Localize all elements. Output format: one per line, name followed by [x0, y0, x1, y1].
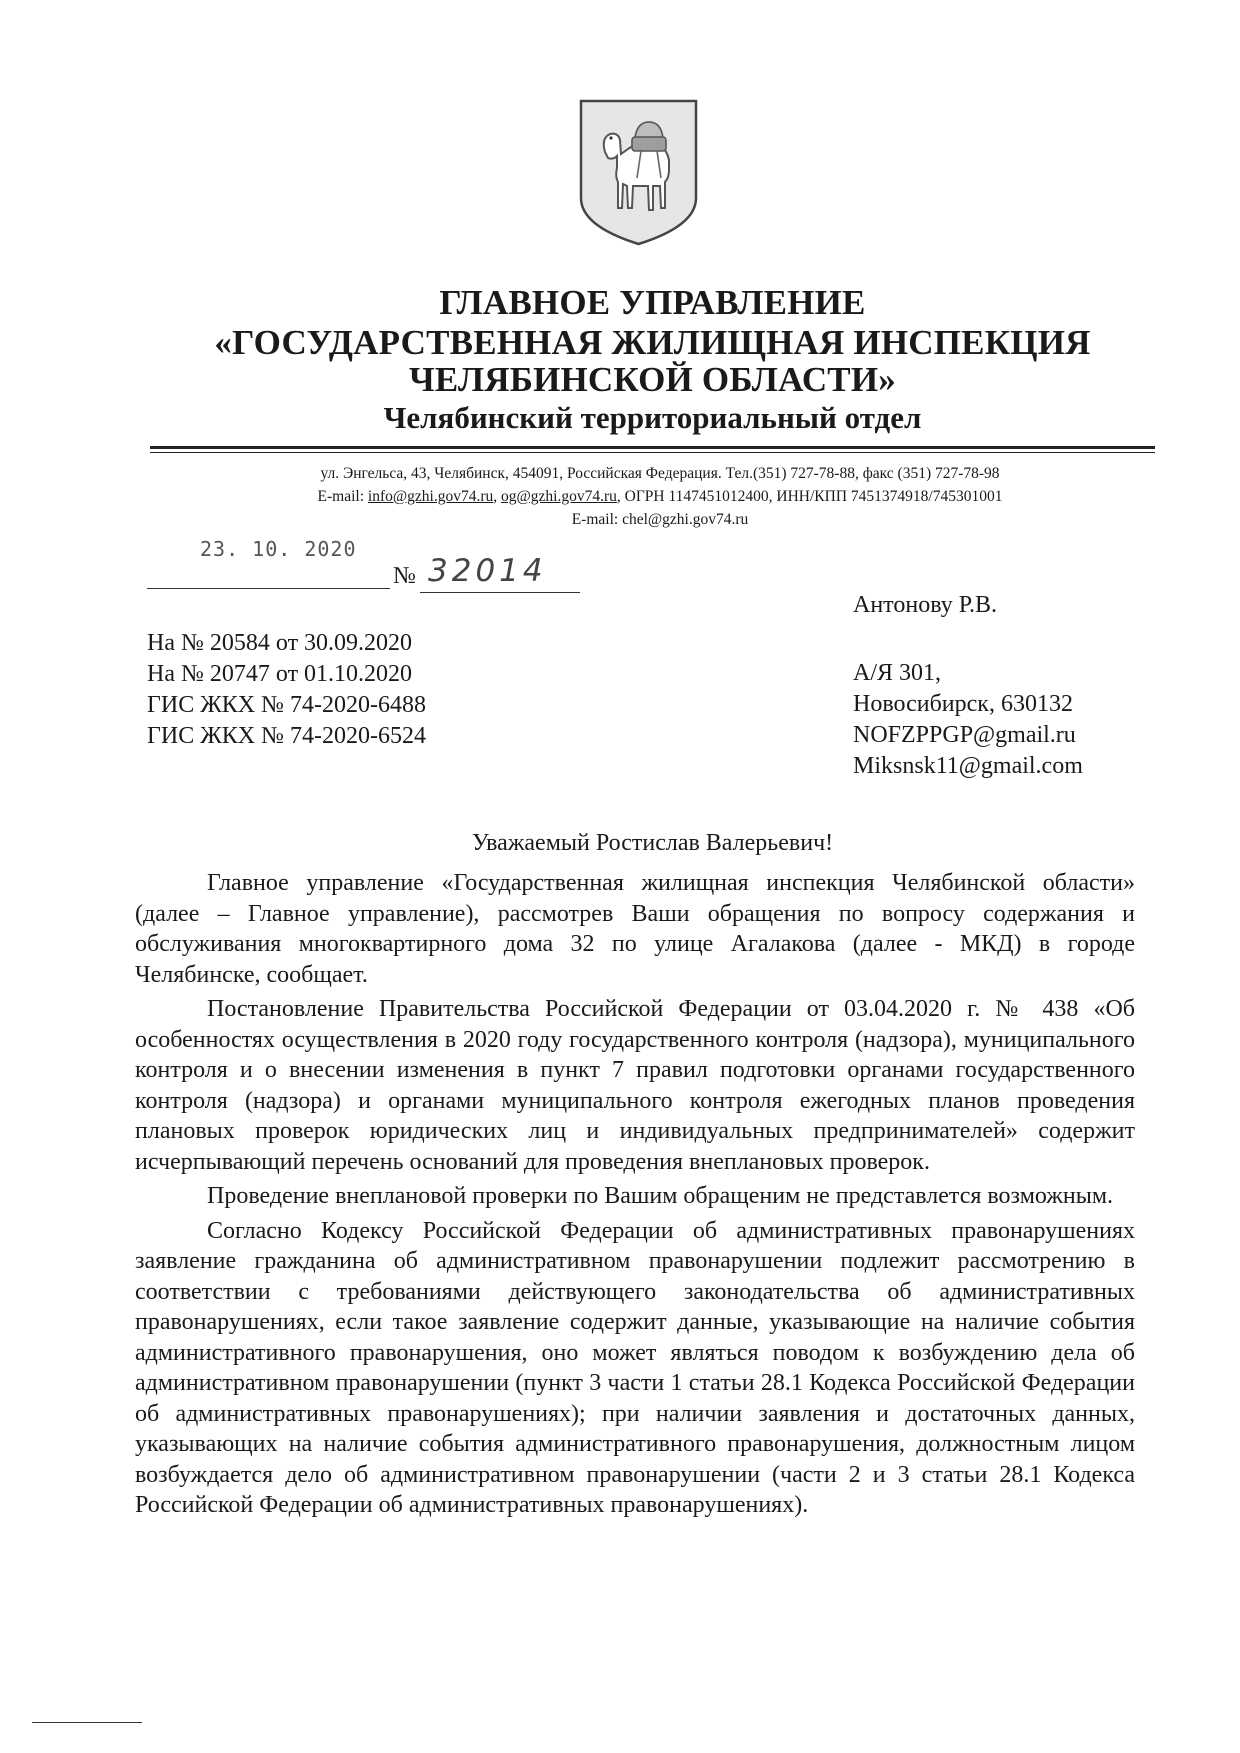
- letter-body: [135, 868, 1135, 1525]
- org-name-line-2: «ГОСУДАРСТВЕННАЯ ЖИЛИЩНАЯ ИНСПЕКЦИЯ: [214, 323, 1091, 362]
- salutation: Уважаемый Ростислав Валерьевич!: [471, 830, 834, 856]
- date-underline: [147, 588, 390, 589]
- recipient-address-line: Новосибирск, 630132: [853, 691, 1073, 717]
- reference-list: [147, 628, 426, 752]
- recipient-email: NOFZPPGP@gmail.ru: [853, 722, 1076, 748]
- reference-item: ГИС ЖКХ № 74-2020-6524: [147, 723, 426, 749]
- reference-item: ГИС ЖКХ № 74-2020-6488: [147, 692, 426, 718]
- recipient-address: [853, 658, 1083, 782]
- header-divider-thin: [150, 452, 1155, 453]
- footer-divider: [32, 1722, 142, 1723]
- contacts-block: [200, 462, 1120, 531]
- contacts-address-line: ул. Энгельса, 43, Челябинск, 454091, Российская Федерация. Тел.(351) 727-78-88, факс (351) 727-78-98: [320, 465, 1000, 482]
- body-paragraph: Согласно Кодексу Российской Федерации об административных правонарушениях заявление гражданина об административном правонарушении подлежит рассмотрению в соответствии с требованиями действующего законодательства об административных правонарушениях, если такое заявление содержит данные, указывающие на наличие события административного правонарушения, оно может являться поводом к возбуждению дела об административном правонарушении (пункт 3 части 1 статьи 28.1 Кодекса Российской Федерации об административных правонарушениях); при наличии заявления и достаточных данных, указывающих на наличие события административного правонарушения, должностным лицом возбуждается дело об административном правонарушении (части 2 и 3 статьи 28.1 Кодекса Российской Федерации об административных правонарушениях).: [135, 1217, 1135, 1518]
- reference-item: На № 20584 от 30.09.2020: [147, 630, 413, 656]
- header-divider-thick: [150, 446, 1155, 449]
- recipient-email: Miksnsk11@gmail.com: [853, 753, 1083, 779]
- body-paragraph: Проведение внеплановой проверки по Вашим обращеним не представлется возможным.: [207, 1183, 1114, 1209]
- contacts-separator: ,: [493, 488, 502, 505]
- contacts-email-line: [200, 485, 1120, 508]
- recipient-address-line: А/Я 301,: [853, 660, 942, 686]
- email-link-info[interactable]: info@gzhi.gov74.ru: [367, 488, 494, 505]
- registration-date-stamp: 23. 10. 2020: [200, 537, 357, 561]
- org-name-line-3: ЧЕЛЯБИНСКОЙ ОБЛАСТИ»: [409, 360, 896, 399]
- number-underline: [420, 592, 580, 593]
- contacts-dept-email: E-mail: chel@gzhi.gov74.ru: [571, 511, 749, 528]
- recipient-name: Антонову Р.В.: [853, 592, 998, 618]
- registration-number-handwritten: 32014: [428, 553, 547, 589]
- org-name-line-1: ГЛАВНОЕ УПРАВЛЕНИЕ: [439, 283, 866, 322]
- body-paragraph: Главное управление «Государственная жилищная инспекция Челябинской области» (далее – Главное управление), рассмотрев Ваши обращения по вопросу содержания и обслуживания многоквартирного дома 32 по улице Агалакова (далее - МКД) в городе Челябинске, сообщает.: [135, 870, 1135, 988]
- reference-item: На № 20747 от 01.10.2020: [147, 661, 413, 687]
- email-link-og[interactable]: og@gzhi.gov74.ru: [501, 488, 617, 505]
- body-paragraph: Постановление Правительства Российской Федерации от 03.04.2020 г. № 438 «Об особенностях осуществления в 2020 году государственного контроля (надзора), муниципального контроля и о внесении изменения в пункт 7 правил подготовки органами государственного контроля (надзора) и органами муниципального контроля ежегодных планов проведения плановых проверок юридических лиц и индивидуальных предпринимателей» содержит исчерпывающий перечень оснований для проведения внеплановых проверок.: [135, 996, 1135, 1175]
- coat-of-arms-icon: [577, 98, 700, 246]
- registration-number-label: №: [393, 563, 416, 589]
- department-name: Челябинский территориальный отдел: [383, 400, 922, 435]
- contacts-registration: , ОГРН 1147451012400, ИНН/КПП 7451374918/745301001: [616, 488, 1003, 505]
- contacts-email-prefix: E-mail:: [317, 488, 368, 505]
